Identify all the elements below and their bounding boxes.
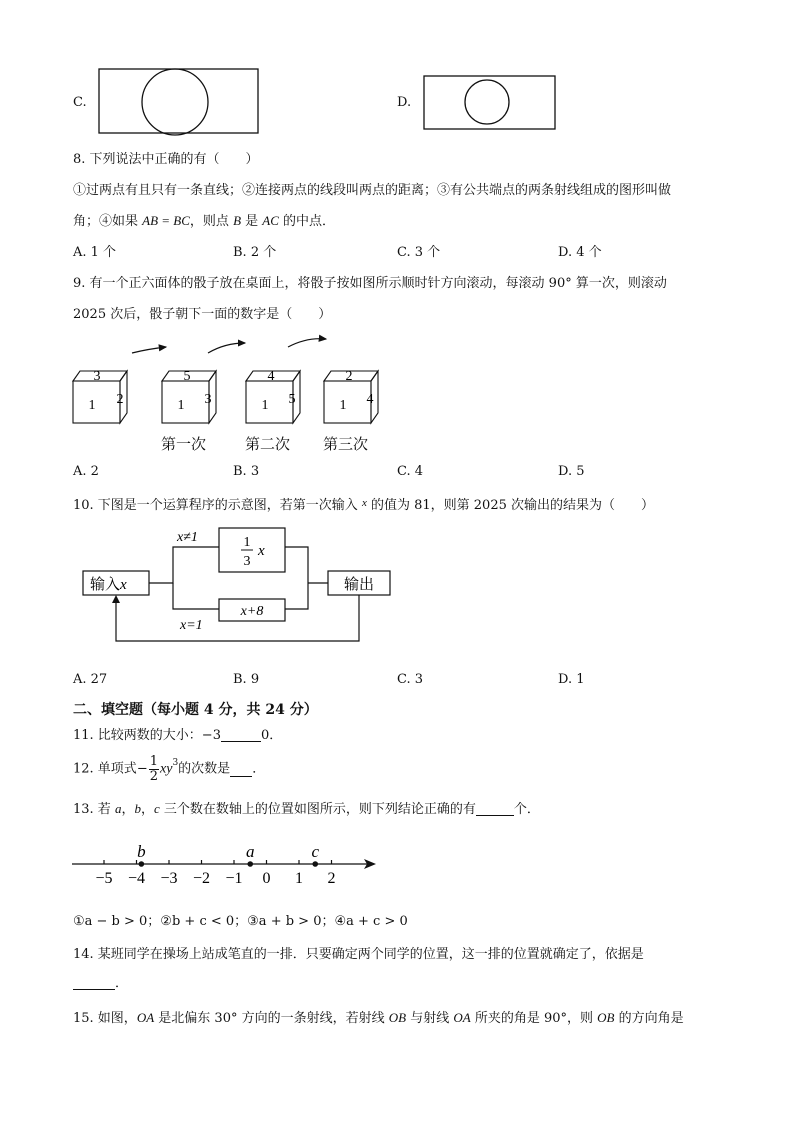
condition-one: x=1 <box>180 618 203 633</box>
q8-option-d[interactable]: D. 4 个 <box>558 245 602 260</box>
tick-label: −4 <box>127 870 146 887</box>
q7-option-d-label: D. <box>397 95 412 110</box>
q10-option-b[interactable]: B. 9 <box>233 672 260 687</box>
circle-shape <box>465 80 509 124</box>
die-front-number: 1 <box>339 398 347 413</box>
number-line-point <box>139 861 145 867</box>
roll-arrow-2 <box>208 343 245 353</box>
q11: 11. 比较两数的大小：−3 0． <box>73 728 283 743</box>
q10-flowchart <box>80 525 400 647</box>
answer-blank[interactable] <box>73 975 115 990</box>
q9-line2: 2025 次后，骰子朝下一面的数字是（ ） <box>73 307 332 322</box>
tick-label: −5 <box>95 870 113 887</box>
q14-line2: ． <box>73 975 128 993</box>
point-label: c <box>311 842 320 861</box>
q8-option-b[interactable]: B. 2 个 <box>233 245 277 260</box>
section-title: 二、填空题（每小题 4 分，共 24 分） <box>73 702 318 718</box>
q8-option-c[interactable]: C. 3 个 <box>397 245 441 260</box>
die-front-number: 1 <box>177 398 185 413</box>
q8-line1: ①过两点有且只有一条直线；②连接两点的线段叫两点的距离；③有公共端点的两条射线组成的图形叫做 <box>73 183 672 198</box>
roll-arrow-3 <box>288 339 326 347</box>
tick-label: 2 <box>327 870 336 887</box>
answer-blank[interactable] <box>230 762 252 777</box>
tick-label: −1 <box>225 870 243 887</box>
die-front-number: 1 <box>261 398 269 413</box>
q8-option-a[interactable]: A. 1 个 <box>73 245 117 260</box>
q13-stem: 13. 若 a，b，c 三个数在数轴上的位置如图所示，则下列结论正确的有 个． <box>73 801 540 817</box>
q9-option-d[interactable]: D. 5 <box>558 464 585 479</box>
number-line-point <box>312 861 318 867</box>
q13-number-line <box>72 840 377 890</box>
die-top-number: 3 <box>93 369 101 384</box>
q8-line2: 角；④如果 AB = BC，则点 B 是 AC 的中点． <box>73 213 336 229</box>
q9-option-c[interactable]: C. 4 <box>397 464 424 479</box>
die-side-number: 2 <box>116 392 124 407</box>
die-side-number: 3 <box>204 392 212 407</box>
svg-text:x: x <box>258 543 265 559</box>
point-label: a <box>246 842 255 861</box>
die-roll-3 <box>324 369 378 423</box>
circle-shape <box>142 69 208 135</box>
die-top-number: 2 <box>345 369 353 384</box>
svg-text:3: 3 <box>243 554 251 569</box>
q10-stem: 10. 下图是一个运算程序的示意图，若第一次输入 $^x$ 的值为 81，则第 2025 次输出的结果为（ ） <box>73 497 654 513</box>
q10-option-d[interactable]: D. 1 <box>558 672 585 687</box>
die-side-number: 5 <box>288 392 296 407</box>
tick-label: 0 <box>262 870 271 887</box>
answer-blank[interactable] <box>221 727 261 742</box>
q7-option-c-label: C. <box>73 95 87 110</box>
q8-stem: 8. 下列说法中正确的有（ ） <box>73 152 259 167</box>
q10-option-c[interactable]: C. 3 <box>397 672 424 687</box>
answer-blank[interactable] <box>476 801 514 816</box>
q9-option-a[interactable]: A. 2 <box>73 464 99 479</box>
q15-stem: 15. 如图，OA 是北偏东 30° 方向的一条射线，若射线 OB 与射线 OA 所夹的角是 90°，则 OB 的方向角是 <box>73 1010 684 1026</box>
svg-text:1: 1 <box>243 535 251 550</box>
rectangle-shape <box>424 76 555 129</box>
svg-text:x+8: x+8 <box>240 604 264 619</box>
number-line-point <box>247 861 253 867</box>
die-side-number: 4 <box>366 392 374 407</box>
q10-option-a[interactable]: A. 27 <box>73 672 108 687</box>
die-roll-1 <box>162 369 216 423</box>
q9-line1: 9. 有一个正六面体的骰子放在桌面上，将骰子按如图所示顺时针方向滚动，每滚动 90° 算一次，则滚动 <box>73 276 667 291</box>
die-top-number: 5 <box>183 369 191 384</box>
q12: 12. 单项式− $\frac{1}{2}$ $xy^3$的次数是 ． <box>73 754 266 784</box>
die-caption-1: 第一次 <box>161 435 207 453</box>
rectangle-shape <box>99 69 258 133</box>
condition-not-one: x≠1 <box>177 530 198 545</box>
q9-option-b[interactable]: B. 3 <box>233 464 260 479</box>
svg-text:输出: 输出 <box>343 577 375 593</box>
die-top-number: 4 <box>267 369 275 384</box>
q14-line1: 14. 某班同学在操场上站成笔直的一排．只要确定两个同学的位置，这一排的位置就确定了，依据是 <box>73 947 644 962</box>
q7-option-d-figure <box>423 75 557 131</box>
die-roll-2 <box>246 369 300 423</box>
svg-text:输入x: 输入x <box>90 577 127 593</box>
q7-option-c-figure <box>98 68 260 136</box>
roll-arrow-1 <box>132 347 166 353</box>
die-front-number: 1 <box>88 398 96 413</box>
die-caption-2: 第二次 <box>245 435 291 453</box>
die-initial <box>73 369 127 423</box>
tick-label: −3 <box>160 870 178 887</box>
q13-conclusions: ①a − b > 0；②b + c < 0；③a + b > 0；④a + c > 0 <box>73 914 408 929</box>
die-caption-3: 第三次 <box>323 435 369 453</box>
tick-label: −2 <box>192 870 211 887</box>
tick-label: 1 <box>295 870 303 887</box>
point-label: b <box>137 842 146 861</box>
